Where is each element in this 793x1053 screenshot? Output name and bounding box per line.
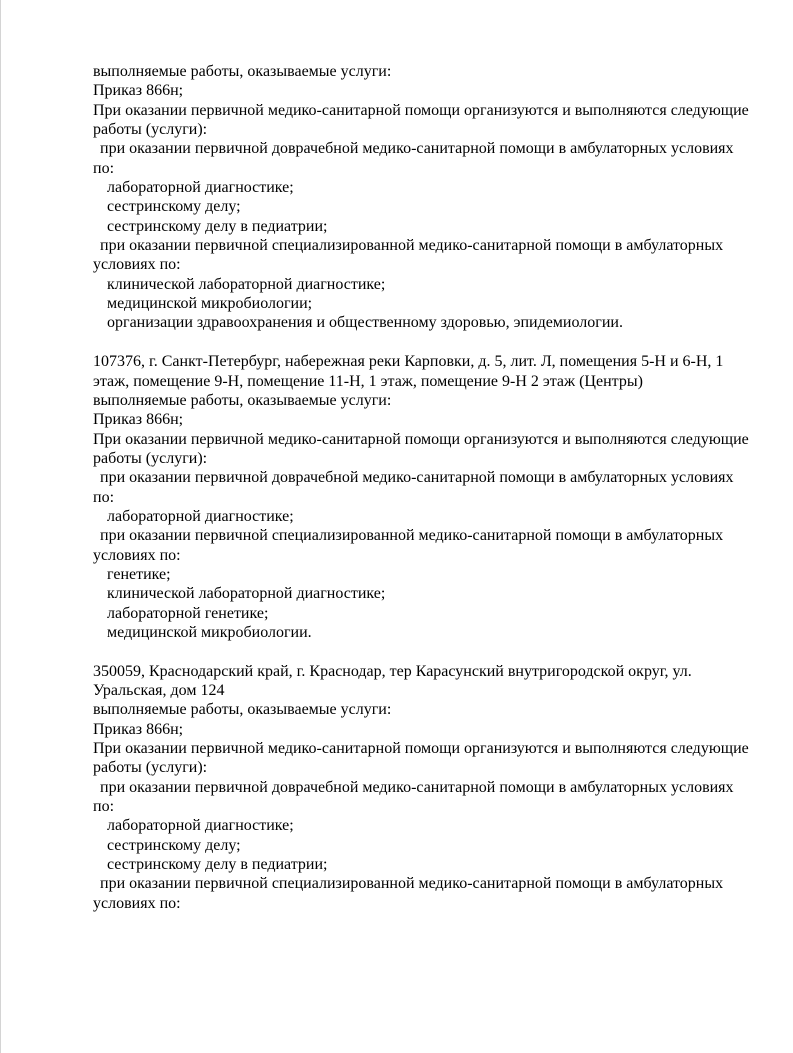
text-line: по: — [93, 159, 115, 177]
text-line: 107376, г. Санкт-Петербург, набережная реки Карповки, д. 5, лит. Л, помещения 5-Н и 6-Н, 1 — [93, 353, 724, 371]
license-block — [93, 662, 773, 913]
text-line: 350059, Краснодарский край, г. Краснодар, тер Карасунский внутригородской округ, ул. — [93, 662, 692, 680]
blank-line — [93, 333, 773, 352]
text-line: при оказании первичной доврачебной медико-санитарной помощи в амбулаторных условиях — [100, 778, 734, 796]
text-line: При оказании первичной медико-санитарной помощи организуются и выполняются следующие — [93, 740, 749, 758]
text-line: по: — [93, 488, 115, 506]
text-line: условиях по: — [93, 256, 181, 274]
text-line: организации здравоохранения и общественному здоровью, эпидемиологии. — [107, 314, 623, 332]
text-line: при оказании первичной специализированной медико-санитарной помощи в амбулаторных — [100, 875, 724, 893]
text-line: этаж, помещение 9-Н, помещение 11-Н, 1 этаж, помещение 9-Н 2 этаж (Центры) — [93, 372, 643, 390]
text-line: выполняемые работы, оказываемые услуги: — [93, 701, 392, 719]
text-line: работы (услуги): — [93, 121, 208, 139]
text-line: условиях по: — [93, 546, 181, 564]
text-line: выполняемые работы, оказываемые услуги: — [93, 391, 392, 409]
text-line: сестринскому делу; — [107, 198, 241, 216]
text-line: при оказании первичной доврачебной медико-санитарной помощи в амбулаторных условиях — [100, 140, 734, 158]
text-line: работы (услуги): — [93, 449, 208, 467]
text-line: сестринскому делу в педиатрии; — [107, 856, 328, 874]
text-line: Приказ 866н; — [93, 411, 184, 429]
text-line: при оказании первичной доврачебной медико-санитарной помощи в амбулаторных условиях — [100, 469, 734, 487]
text-line: по: — [93, 798, 115, 816]
text-line: сестринскому делу; — [107, 836, 241, 854]
text-line: при оказании первичной специализированной медико-санитарной помощи в амбулаторных — [100, 527, 724, 545]
text-line: При оказании первичной медико-санитарной помощи организуются и выполняются следующие — [93, 101, 749, 119]
document-text — [93, 62, 773, 913]
text-line: Уральская, дом 124 — [93, 682, 225, 699]
text-line: при оказании первичной специализированной медико-санитарной помощи в амбулаторных — [100, 237, 724, 255]
text-line: медицинской микробиологии; — [107, 295, 313, 313]
text-line: лабораторной диагностике; — [107, 507, 294, 525]
text-line: медицинской микробиологии. — [107, 623, 312, 641]
blank-line — [93, 642, 773, 661]
text-line: сестринскому делу в педиатрии; — [107, 217, 328, 235]
text-line: лабораторной диагностике; — [107, 179, 294, 197]
text-line: условиях по: — [93, 894, 181, 912]
license-block — [93, 62, 773, 333]
text-line: выполняемые работы, оказываемые услуги: — [93, 63, 392, 80]
text-line: генетике; — [107, 565, 171, 583]
license-block — [93, 352, 773, 642]
text-line: клинической лабораторной диагностике; — [107, 275, 386, 293]
text-line: Приказ 866н; — [93, 82, 184, 100]
text-line: При оказании первичной медико-санитарной помощи организуются и выполняются следующие — [93, 430, 749, 448]
text-line: клинической лабораторной диагностике; — [107, 585, 386, 603]
text-line: лабораторной диагностике; — [107, 817, 294, 835]
text-line: лабораторной генетике; — [107, 604, 269, 622]
text-line: Приказ 866н; — [93, 720, 184, 738]
text-line: работы (услуги): — [93, 759, 208, 777]
